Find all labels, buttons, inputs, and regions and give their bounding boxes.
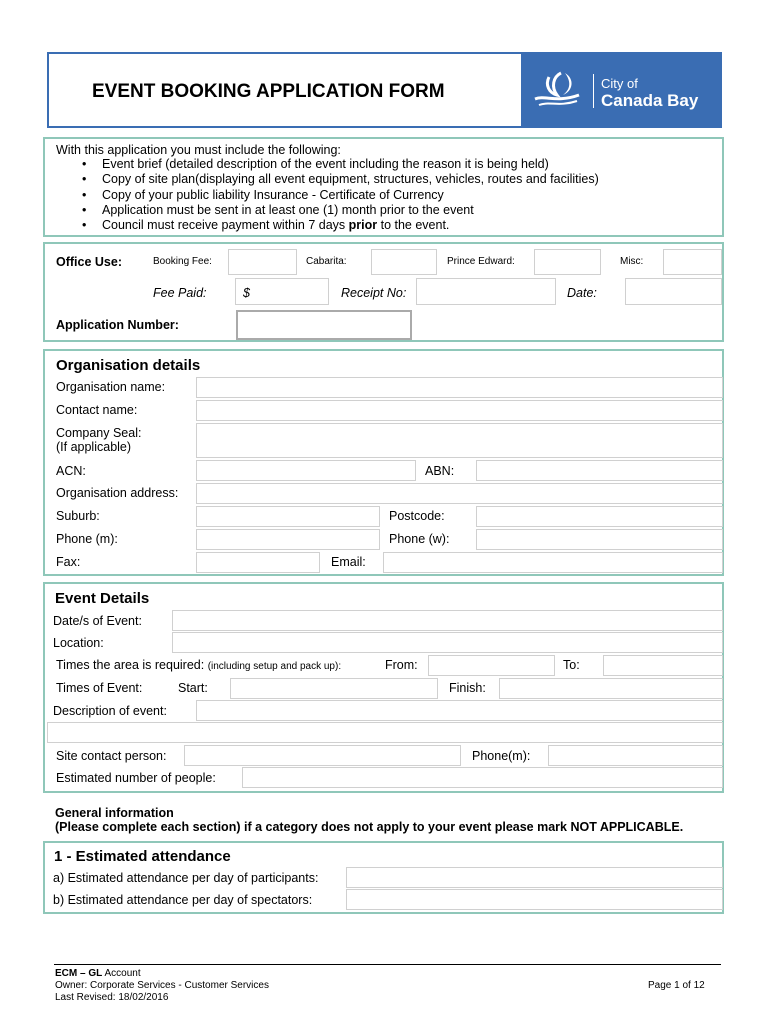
company-seal-label: Company Seal:: [56, 426, 142, 440]
application-number-label: Application Number:: [56, 318, 179, 332]
requirements-intro: With this application you must include the following:: [56, 143, 341, 157]
fee-paid-label: Fee Paid:: [153, 286, 207, 300]
event-heading: Event Details: [55, 590, 150, 607]
location-field[interactable]: [172, 632, 723, 653]
suburb-field[interactable]: [196, 506, 380, 527]
start-label: Start:: [178, 681, 208, 695]
logo-block: [521, 52, 722, 128]
times-required-note: (including setup and pack up):: [207, 661, 342, 672]
to-label: To:: [563, 658, 580, 672]
requirement-item: • Copy of site plan(displaying all event equipment, structures, vehicles, routes and facilities): [102, 172, 599, 187]
date-label: Date:: [567, 286, 597, 300]
participants-field[interactable]: [346, 867, 723, 888]
organisation-address-field[interactable]: [196, 483, 723, 504]
site-phone-label: Phone(m):: [472, 749, 531, 763]
contact-name-label: Contact name:: [56, 403, 138, 417]
phone-w-field[interactable]: [476, 529, 723, 550]
suburb-label: Suburb:: [56, 509, 100, 523]
start-field[interactable]: [230, 678, 438, 699]
footer-page-number: Page 1 of 12: [648, 980, 705, 991]
logo-divider: [593, 74, 594, 108]
company-seal-note: (If applicable): [56, 440, 132, 454]
footer-ecm: [55, 968, 141, 979]
acn-label: ACN:: [56, 464, 86, 478]
finish-label: Finish:: [449, 681, 486, 695]
requirement-item: • Event brief (detailed description of the event including the reason it is being held): [102, 157, 599, 172]
general-info-note: (Please complete each section) if a category does not apply to your event please mark NOT APPLICABLE.: [55, 820, 684, 834]
general-info-title: General information: [55, 806, 174, 820]
email-label: Email:: [331, 555, 366, 569]
cabarita-label: Cabarita:: [306, 256, 347, 267]
phone-w-label: Phone (w):: [389, 532, 450, 546]
site-phone-field[interactable]: [548, 745, 723, 766]
requirement-item: [102, 218, 599, 233]
spectators-label: b) Estimated attendance per day of spectators:: [53, 893, 313, 907]
fax-label: Fax:: [56, 555, 81, 569]
misc-label: Misc:: [620, 256, 644, 267]
from-label: From:: [385, 658, 418, 672]
acn-field[interactable]: [196, 460, 416, 481]
organisation-address-label: Organisation address:: [56, 486, 179, 500]
times-required-label: [56, 658, 341, 672]
site-contact-label: Site contact person:: [56, 749, 167, 763]
page-title: EVENT BOOKING APPLICATION FORM: [92, 81, 445, 102]
organisation-name-label: Organisation name:: [56, 380, 166, 394]
postcode-label: Postcode:: [389, 509, 445, 523]
application-number-field[interactable]: [236, 310, 412, 340]
footer-divider: [54, 964, 721, 965]
requirement-item: • Copy of your public liability Insurance - Certificate of Currency: [102, 188, 599, 203]
times-required-text: Times the area is required:: [56, 658, 208, 672]
footer-ecm-rest: Account: [102, 968, 141, 979]
logo-city-of: City of: [601, 76, 638, 91]
receipt-no-label: Receipt No:: [341, 286, 407, 300]
participants-label: a) Estimated attendance per day of participants:: [53, 871, 319, 885]
postcode-field[interactable]: [476, 506, 723, 527]
company-seal-field[interactable]: [196, 423, 723, 458]
footer-revised: Last Revised: 18/02/2016: [55, 992, 169, 1003]
sail-logo-icon: [531, 69, 583, 109]
event-dates-field[interactable]: [172, 610, 723, 631]
description-label: Description of event:: [53, 704, 167, 718]
fax-field[interactable]: [196, 552, 320, 573]
footer-ecm-bold: ECM – GL: [55, 968, 103, 979]
office-use-heading: Office Use:: [56, 255, 122, 269]
description-field-line1[interactable]: [196, 700, 723, 721]
description-field-line2[interactable]: [47, 722, 723, 743]
finish-field[interactable]: [499, 678, 723, 699]
requirement-bold: prior: [348, 218, 378, 233]
spectators-field[interactable]: [346, 889, 723, 910]
logo-canada-bay: Canada Bay: [601, 91, 699, 110]
booking-fee-field[interactable]: [228, 249, 297, 275]
phone-m-field[interactable]: [196, 529, 380, 550]
receipt-no-field[interactable]: [416, 278, 556, 305]
abn-label: ABN:: [425, 464, 455, 478]
estimated-people-field[interactable]: [242, 767, 723, 788]
dollar-sign: $: [243, 286, 250, 300]
misc-field[interactable]: [663, 249, 722, 275]
requirement-item: • Application must be sent in at least one (1) month prior to the event: [102, 203, 599, 218]
requirements-list: [56, 157, 599, 233]
organisation-name-field[interactable]: [196, 377, 723, 398]
event-dates-label: Date/s of Event:: [53, 614, 142, 628]
requirement-text: Council must receive payment within 7 days: [102, 218, 349, 233]
cabarita-field[interactable]: [371, 249, 437, 275]
organisation-heading: Organisation details: [56, 357, 201, 374]
contact-name-field[interactable]: [196, 400, 723, 421]
footer-owner: Owner: Corporate Services - Customer Services: [55, 980, 269, 991]
abn-field[interactable]: [476, 460, 723, 481]
times-of-event-label: Times of Event:: [56, 681, 143, 695]
date-field[interactable]: [625, 278, 722, 305]
prince-edward-field[interactable]: [534, 249, 601, 275]
location-label: Location:: [53, 636, 104, 650]
requirement-text: to the event.: [377, 218, 450, 233]
phone-m-label: Phone (m):: [56, 532, 118, 546]
booking-fee-label: Booking Fee:: [153, 256, 212, 267]
attendance-heading: 1 - Estimated attendance: [54, 848, 231, 865]
estimated-people-label: Estimated number of people:: [56, 771, 216, 785]
prince-edward-label: Prince Edward:: [447, 256, 515, 267]
from-field[interactable]: [428, 655, 555, 676]
site-contact-field[interactable]: [184, 745, 461, 766]
email-field[interactable]: [383, 552, 723, 573]
to-field[interactable]: [603, 655, 723, 676]
